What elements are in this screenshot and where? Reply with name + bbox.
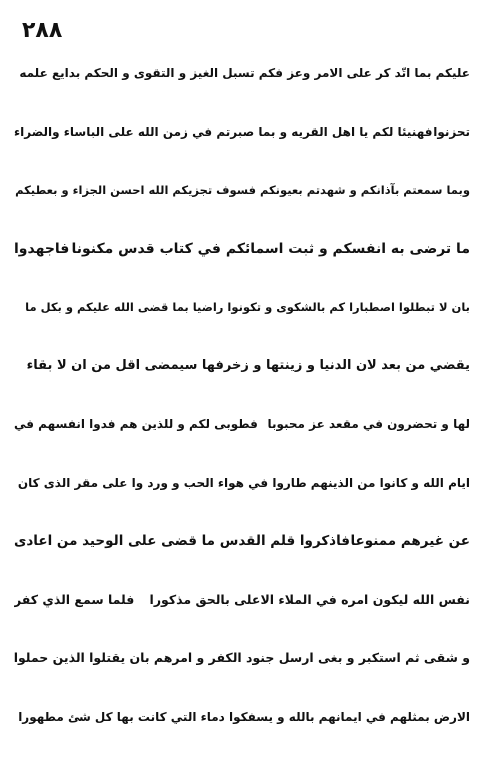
text-segment: بان لا تبطلوا اصطبارا كم بالشكوى و تكونوا راضيا بما قضى الله عليكم و بكل ما (25, 299, 470, 314)
text-line-10 (14, 571, 470, 630)
text-line-2 (14, 103, 470, 162)
text-segment: نفس الله ليكون امره في الملاء الاعلى بالحق مذكورا (149, 591, 470, 607)
text-segment: فاجهدوا (14, 240, 70, 257)
text-segment: يقضي من بعد لان الدنيا و زينتها و زخرفها سيمضى اقل من ان لا بقاء (26, 358, 470, 374)
text-line-3 (14, 161, 470, 220)
text-line-1 (14, 44, 470, 103)
text-line-8 (14, 454, 470, 513)
text-segment: و شقى ثم استكبر و بغى ارسل جنود الكفر و امرهم بان يقتلوا الذين حملوا (14, 650, 470, 665)
text-line-7 (14, 395, 470, 454)
text-segment: فلما سمع الذي كفر (14, 591, 135, 607)
text-line-12 (14, 688, 470, 747)
text-segment: ما ترضى به انفسكم و ثبت اسمائكم في كتاب قدس مكنونا (71, 240, 470, 257)
page-number: ٢٨٨ (22, 18, 63, 43)
text-line-9 (14, 512, 470, 571)
text-segment: الارض بمثلهم في ايمانهم بالله و يسفكوا دماء التي كانت بها كل شئ مطهورا (18, 709, 470, 724)
text-line-11 (14, 629, 470, 688)
text-line-4 (14, 220, 470, 279)
text-segment: فاذكروا قلم القدس ما قضى على الوحيد من اعادى (14, 532, 351, 549)
text-segment: فهنيئا لكم يا اهل القريه و بما صبرتم في زمن الله على الباساء والضراء (14, 124, 433, 139)
text-segment: عليكم بما اتّد كر على الامر وعز فكم تسبل الغيز و التقوى و الحكم بدايع علمه (19, 66, 470, 81)
text-line-5 (14, 278, 470, 337)
text-segment: وبما سمعتم بآذانكم و شهدتم بعيونكم فسوف تجزيكم الله احسن الجزاء و بعطيكم (15, 182, 470, 197)
text-segment: لها و تحضرون في مقعد عز محبوبا (267, 417, 470, 432)
text-segment: فطوبى لكم و للذين هم فدوا انفسهم في (14, 417, 258, 432)
text-segment: عن غيرهم ممنوعا (350, 532, 470, 549)
text-segment: تحزنوا (433, 124, 470, 139)
text-segment: ايام الله و كانوا من الذينهم طاروا في هواء الحب و ورد وا على مقر الذى كان (17, 475, 470, 490)
arabic-text-block (14, 44, 470, 746)
text-line-6 (14, 337, 470, 396)
